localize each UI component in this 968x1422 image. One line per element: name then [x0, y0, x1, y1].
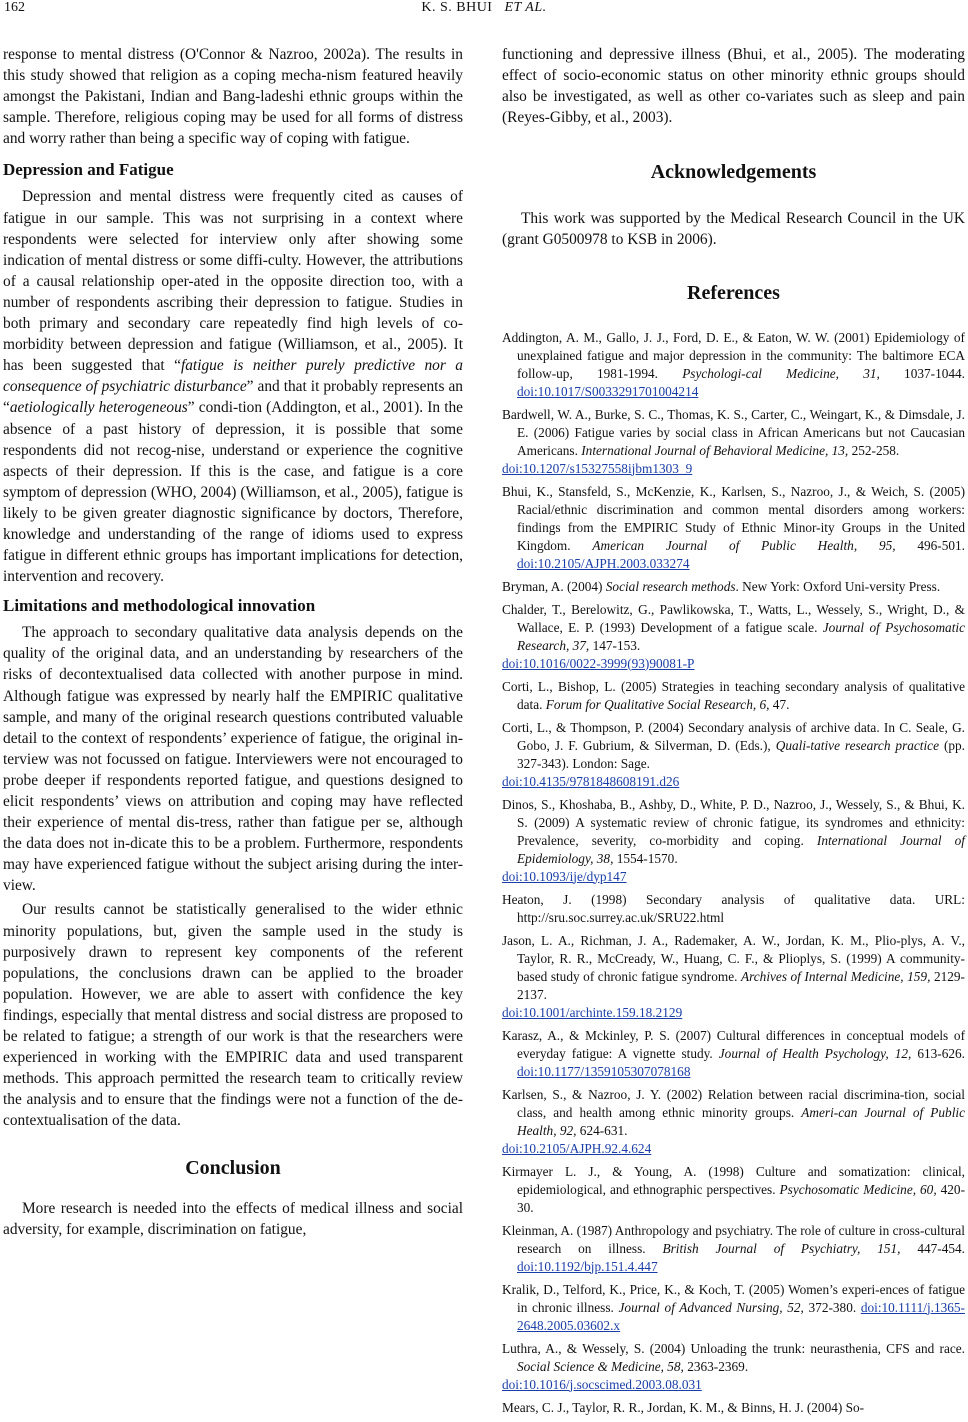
reference-text: Luthra, A., & Wessely, S. (2004) Unloading the trunk: neurasthenia, CFS and race. — [502, 1340, 965, 1356]
doi-link[interactable]: doi:10.1093/ije/dyp147 — [502, 868, 627, 884]
doi-link[interactable]: doi:10.1192/bjp.151.4.447 — [517, 1258, 658, 1274]
reference-entry — [502, 719, 965, 791]
reference-text: Kirmayer L. J., & Young, A. (1998) Culture and somatization: clinical, epidemiological, and ethnographic perspectives. — [502, 1163, 965, 1197]
reference-text: Corti, L., Bishop, L. (2005) Strategies in teaching secondary analysis of qualitative data. — [502, 678, 965, 712]
reference-pages: 1554-1570. — [613, 850, 678, 866]
reference-entry — [502, 796, 965, 886]
reference-text: Corti, L., & Thompson, P. (2004) Secondary analysis of archive data. In C. Seale, G. Gobo, J. F. Gubrium, & Silverman, D. (Eds.), — [502, 719, 965, 753]
reference-pages: 496-501. — [895, 537, 965, 553]
header-authors — [0, 0, 968, 16]
reference-text: Bhui, K., Stansfeld, S., McKenzie, K., Karlsen, S., Nazroo, J., & Weich, S. (2005) Racial/ethnic discrimination and common mental disorders among workers: findings from the EMPIRIC Study of Ethnic Minor-ity Groups in the United Kingdom. — [502, 483, 965, 553]
reference-entry — [502, 578, 965, 596]
reference-source: Psychosomatic Medicine, 60, — [779, 1181, 937, 1197]
reference-entry — [502, 1399, 965, 1417]
reference-pages: (pp. 327-343). London: Sage. — [517, 737, 966, 771]
reference-pages: 447-454. — [900, 1240, 965, 1256]
reference-entry — [502, 1163, 965, 1217]
reference-source: International Journal of Behavioral Medicine, 13, — [581, 442, 849, 458]
reference-entry — [502, 1281, 965, 1335]
intro-paragraph: response to mental distress (O'Connor & Nazroo, 2002a). The results in this study showed that religion as a coping mecha-nism featured heavily amongst the Pakistani, Indian and Bang-ladeshi ethnic groups within the sample. Therefore, religious coping may be used for all forms of distress and worry rather than being a specific way of coping with fatigue. — [3, 46, 463, 148]
conclusion-paragraph: More research is needed into the effects of medical illness and social adversity, for example, discrimination on fatigue, — [3, 1199, 463, 1238]
reference-source: Social Science & Medicine, 58, — [517, 1358, 684, 1374]
depression-paragraph — [3, 186, 463, 587]
reference-source: American Journal of Public Health, 95, — [592, 537, 896, 553]
doi-link[interactable]: doi:10.2105/AJPH.92.4.624 — [502, 1140, 652, 1156]
doi-link[interactable]: doi:10.1017/S0033291701004214 — [517, 383, 699, 399]
doi-link[interactable]: doi:10.1016/0022-3999(93)90081-P — [502, 655, 695, 671]
reference-entry — [502, 1222, 965, 1276]
reference-entry — [502, 891, 965, 927]
reference-pages: 2363-2369. — [683, 1358, 749, 1374]
depression-text-a: Depression and mental distress were frequently cited as causes of fatigue in our sample. This was not surprising in a context where respondents were selected for interview only after showing some indication of mental distress or some diffi-culty. However, the attributions of a causal relationship oper-ated in the opposite direction too, with a number of respondents ascribing their depression to fatigue. Studies in both primary and secondary care repeatedly find high levels of co-morbidity between depression and fatigue (Williamson, et al., 2005). It has been suggested that “ — [3, 188, 463, 375]
reference-pages: 372-380. — [803, 1299, 861, 1315]
reference-text: Heaton, J. (1998) Secondary analysis of qualitative data. URL: http://sru.soc.surrey.ac.uk/SRU22.html — [502, 891, 965, 925]
reference-pages: 1037-1044. — [879, 365, 966, 381]
acknowledgements-paragraph: This work was supported by the Medical Research Council in the UK (grant G0500978 to KSB in 2006). — [502, 210, 965, 249]
reference-pages: 613-626. — [911, 1045, 965, 1061]
reference-entry — [502, 678, 965, 714]
reference-pages: 147-153. — [589, 637, 641, 653]
reference-pages: 624-631. — [576, 1122, 628, 1138]
reference-entry — [502, 1086, 965, 1158]
doi-link[interactable]: doi:10.2105/AJPH.2003.033274 — [517, 555, 690, 571]
reference-text: Kleinman, A. (1987) Anthropology and psychiatry. The role of culture in cross-cultural research on illness. — [502, 1222, 965, 1256]
left-column — [3, 44, 463, 1240]
reference-entry — [502, 932, 965, 1022]
reference-source: Journal of Psychosomatic Research, 37, — [517, 619, 965, 653]
limitations-paragraph-1: The approach to secondary qualitative data analysis depends on the quality of the original data, and an understanding by researchers of the risks of decontextualised data collected with another purpose in mind. Although fatigue was expressed by nearly half the EMPIRIC qualitative sample, and many of the original research questions contributed valuable detail to the context of respondents’ experience of fatigue, the original in-terview was not focussed on fatigue. Interviewers were not encouraged to probe deeper if respondents reported fatigue, and questions designed to elicit respondents’ views on attribution and coping may have reflected their experience of mental dis-tress, rather than fatigue per se, although the data does not in-dicate this to be a problem. Furthermore, respondents may have experienced fatigue without the subject arising during the inter-view. — [3, 624, 463, 895]
reference-pages: 2129-2137. — [517, 968, 965, 1002]
reference-source: Quali-tative research practice — [775, 737, 939, 753]
reference-text: Jason, L. A., Richman, J. A., Rademaker, A. W., Jordan, K. M., Plio-plys, A. V., Taylor, R. R., McCready, W., Huang, C. F., & Plioplys, S. (1999) A community-based study of chronic fatigue syndrome. — [502, 932, 965, 984]
reference-source: Archives of Internal Medicine, 159, — [740, 968, 931, 984]
section-heading-limitations: Limitations and methodological innovation — [3, 596, 316, 616]
reference-source: Journal of Health Psychology, 12, — [718, 1045, 912, 1061]
doi-link[interactable]: doi:10.1016/j.socscimed.2003.08.031 — [502, 1376, 702, 1392]
reference-pages: 47. — [769, 696, 790, 712]
reference-text: Addington, A. M., Gallo, J. J., Ford, D. E., & Eaton, W. W. (2001) Epidemiology of unexplained fatigue and major depression in the community: The baltimore ECA follow-up, 1981-1994. — [502, 329, 965, 381]
reference-pages: 420-30. — [517, 1181, 965, 1215]
reference-source: British Journal of Psychiatry, 151, — [662, 1240, 901, 1256]
reference-text: Chalder, T., Berelowitz, G., Pawlikowska, T., Watts, L., Wessely, S., Wright, D., & Wallace, E. P. (1993) Development of a fatigue scale. — [502, 601, 965, 635]
right-column — [502, 44, 965, 1422]
reference-text: Mears, C. J., Taylor, R. R., Jordan, K. M., & Binns, H. J. (2004) So- — [502, 1399, 865, 1415]
reference-entry — [502, 1340, 965, 1394]
header-author-name: K. S. BHUI — [421, 0, 493, 15]
doi-link[interactable]: doi:10.1177/1359105307078168 — [517, 1063, 691, 1079]
reference-entry — [502, 483, 965, 573]
doi-link[interactable]: doi:10.4135/9781848608191.d26 — [502, 773, 680, 789]
reference-text: Bardwell, W. A., Burke, S. C., Thomas, K. S., Carter, C., Weingart, K., & Dimsdale, J. E. (2006) Fatigue varies by social class in African Americans but not Caucasian Americans. — [502, 406, 965, 458]
depression-text-b: ” and that it probably represents an “ — [3, 378, 463, 417]
reference-source: Forum for Qualitative Social Research, 6, — [545, 696, 770, 712]
doi-link[interactable]: doi:10.1207/s15327558ijbm1303_9 — [502, 460, 693, 476]
depression-quote-1: fatigue is neither purely predictive nor a consequence of psychiatric disturbance — [3, 357, 463, 396]
section-heading-references: References — [687, 281, 780, 304]
reference-source: International Journal of Epidemiology, 38, — [517, 832, 965, 866]
reference-text: Kralik, D., Telford, K., Price, K., & Koch, T. (2005) Women’s experi-ences of fatigue in chronic illness. — [502, 1281, 965, 1315]
doi-link[interactable]: doi:10.1001/archinte.159.18.2129 — [502, 1004, 683, 1020]
depression-quote-2: aetiologically heterogeneous — [9, 399, 188, 417]
section-heading-acknowledgements: Acknowledgements — [650, 161, 817, 184]
section-heading-depression: Depression and Fatigue — [3, 160, 174, 180]
reference-source: Ameri-can Journal of Public Health, 92, — [517, 1104, 965, 1138]
continued-paragraph: functioning and depressive illness (Bhui, et al., 2005). The moderating effect of socio-economic status on other minority ethnic groups should also be investigated, as well as other co-variates such as sleep and pain (Reyes-Gibby, et al., 2003). — [502, 46, 965, 127]
page-number: 162 — [4, 0, 25, 15]
reference-entry — [502, 1027, 965, 1081]
reference-text: Dinos, S., Khoshaba, B., Ashby, D., White, P. D., Nazroo, J., Wessely, S., & Bhui, K. S. (2009) A systematic review of chronic fatigue, its syndromes and ethnicity: Prevalence, severity, co-morbidity and coping. — [502, 796, 965, 848]
reference-source: Psychologi-cal Medicine, 31, — [682, 365, 880, 381]
doi-link[interactable]: doi:10.1111/j.1365-2648.2005.03602.x — [517, 1299, 965, 1333]
reference-text: Karlsen, S., & Nazroo, J. Y. (2002) Relation between racial discrimina-tion, social class, and health among ethnic minority groups. — [502, 1086, 965, 1120]
reference-text: Karasz, A., & Mckinley, P. S. (2007) Cultural differences in conceptual models of everyday fatigue: A vignette study. — [502, 1027, 965, 1061]
reference-entry — [502, 601, 965, 673]
reference-pages: 252-258. — [848, 442, 900, 458]
reference-entry — [502, 329, 965, 401]
reference-text: Bryman, A. (2004) — [502, 578, 606, 594]
header-et-al: ET AL. — [504, 0, 547, 15]
reference-entry — [502, 406, 965, 478]
limitations-paragraph-2: Our results cannot be statistically generalised to the wider ethnic minority populations, but, given the sample used in the study is purposively drawn to represent key components of the referent populations, the conclusions drawn can be applied to the broader population. However, we are able to assert with confidence the key findings, especially that mental distress and social distress are proposed to be related to fatigue; a strength of our work is that the researchers were experienced in working with the EMPIRIC data and used transparent methods. This approach permitted the research team to critically review the analysis and to ensure that the findings were not a function of the de-contextualisation of the data. — [3, 901, 463, 1130]
reference-pages: . New York: Oxford Uni-versity Press. — [735, 578, 941, 594]
reference-source: Journal of Advanced Nursing, 52, — [618, 1299, 804, 1315]
section-heading-conclusion: Conclusion — [185, 1156, 281, 1179]
reference-source: Social research methods — [605, 578, 736, 594]
depression-text-c: ” condi-tion (Addington, et al., 2001). In the absence of a past history of depression, it is possible that some respondents did not recog-nise, understand or experience the cognitive aspects of their depression. If this is the case, and fatigue is a core symptom of depression (WHO, 2004) (Williamson, et al., 2005), fatigue is likely to be given greater diagnostic significance by doctors, Therefore, knowledge and understanding of the range of idioms used to express fatigue in different ethnic groups has important implications for detection, intervention and recovery. — [3, 399, 463, 586]
running-header — [0, 0, 968, 22]
reference-list — [502, 329, 965, 1417]
